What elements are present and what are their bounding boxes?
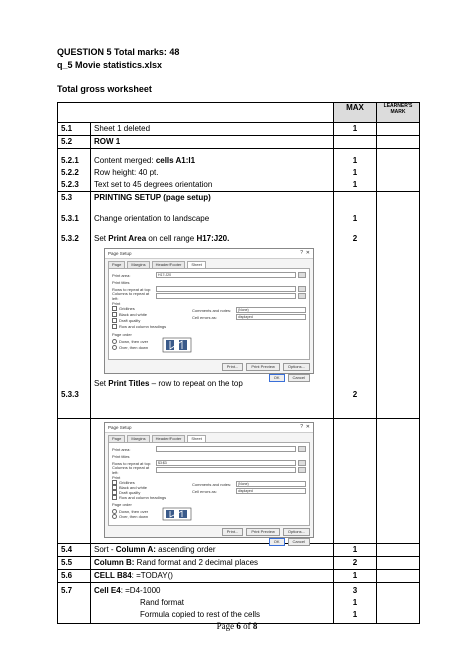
row-text: ROW 1 [91,136,334,149]
page-order-preview-icon [162,507,192,521]
cols-repeat-input[interactable] [156,467,296,473]
row-text-bold: Column B: [94,558,135,567]
row-number: 5.3.1 [61,214,79,223]
row-text: Sort - [94,545,116,554]
row-max: 1 [352,156,358,165]
headings-label: Row and column headings [119,324,167,329]
rows-repeat-input[interactable]: $3:$3 [156,460,296,466]
print-preview-button[interactable]: Print Preview [246,363,280,371]
row-max: 1 [352,180,358,189]
row-number: 5.6 [58,570,91,583]
draft-checkbox[interactable] [112,318,117,323]
print-titles-label: Print titles [112,280,130,285]
close-icon[interactable]: ? ✕ [300,424,310,430]
row-text: : =TODAY() [131,571,173,580]
order-label-1: Down, then over [119,339,149,344]
errors-select[interactable]: displayed [236,314,306,320]
question-title: QUESTION 5 Total marks: 48 [57,47,180,57]
page-number [0,621,474,631]
row-text: Rand format and 2 decimal places [134,558,259,567]
tab-page[interactable]: Page [108,261,125,268]
draft-label: Draft quality [119,318,141,323]
errors-label: Cell errors as: [192,314,217,320]
page-order-label: Page order [112,502,132,507]
max-header: MAX [334,103,377,123]
bw-label: Black and white [119,312,148,317]
row-max: 1 [334,123,377,136]
order-label-2: Over, then down [119,514,149,519]
page-current: 6 [236,621,241,631]
worksheet-name: Total gross worksheet [57,84,152,94]
page-setup-dialog-print-titles [104,422,314,544]
order-radio-2[interactable] [112,514,117,519]
cols-repeat-input[interactable] [156,293,296,299]
row-number: 5.3.3 [61,390,79,399]
row-text-bold: Column A: [115,545,156,554]
table-row [58,583,420,624]
comments-select[interactable]: (None) [236,307,306,313]
range-picker-icon[interactable] [298,286,306,292]
print-button[interactable]: Print... [222,528,244,536]
row-text: Set [94,234,109,243]
tab-header-footer[interactable]: Header/Footer [152,261,186,268]
page-total: 8 [252,621,258,631]
range-picker-icon[interactable] [298,467,306,473]
file-name: q_5 Movie statistics.xlsx [57,60,163,70]
page-order-preview-icon [162,337,192,353]
order-label-2: Over, then down [119,345,149,350]
ok-button[interactable]: OK [269,538,285,546]
row-max: 3 [352,586,358,595]
row-max: 1 [352,168,358,177]
ok-button[interactable]: OK [269,374,285,382]
dialog-title: Page Setup [108,425,132,430]
table-row [58,149,420,192]
print-area-label: Print area: [112,446,131,452]
row-number: 5.5 [58,557,91,570]
row-number: 5.2 [58,136,91,149]
tab-margins[interactable]: Margins [127,261,149,268]
print-area-input[interactable]: H17:J20 [156,272,296,278]
row-number: 5.2.1 [61,156,79,165]
errors-select[interactable]: displayed [236,488,306,494]
tab-margins[interactable]: Margins [127,435,149,442]
range-picker-icon[interactable] [298,293,306,299]
table-row [58,136,420,149]
table-row [58,123,420,136]
row-max: 1 [352,610,358,619]
learner-header: LEARNER'S MARK [377,103,420,123]
row-max: 1 [352,214,358,223]
tab-header-footer[interactable]: Header/Footer [152,435,186,442]
headings-checkbox[interactable] [112,324,117,329]
table-row [58,419,420,544]
row-max: 2 [352,390,358,399]
row-text-bold: H17:J20. [196,234,230,243]
page-prefix: Page [216,621,237,631]
comments-label: Comments and notes: [192,481,232,487]
page-order-label: Page order [112,332,132,337]
row-text: – row to repeat on the top [149,379,243,388]
tab-sheet[interactable]: Sheet [187,261,205,268]
row-number: 5.1 [58,123,91,136]
dialog-title: Page Setup [108,251,132,256]
row-number: 5.3.2 [61,234,79,243]
print-preview-button[interactable]: Print Preview [246,528,280,536]
gridlines-checkbox[interactable] [112,306,117,311]
comments-label: Comments and notes: [192,307,232,313]
row-text-bold: Print Titles [108,379,150,388]
headings-checkbox[interactable] [112,495,117,500]
row-text: on cell range [146,234,197,243]
row-max: 1 [334,544,377,557]
row-text-bold: Print Area [108,234,147,243]
cols-repeat-label: Columns to repeat at left: [112,291,150,301]
row-max: 1 [334,570,377,583]
rows-repeat-input[interactable] [156,286,296,292]
cancel-button[interactable]: Cancel [288,374,310,382]
print-section-label: Print [112,301,121,306]
cols-repeat-label: Columns to repeat at left: [112,465,150,475]
row-number: 5.3 [61,193,73,202]
row-number: 5.2.2 [61,168,79,177]
row-text: ascending order [155,545,216,554]
table-row [58,557,420,570]
row-text: Content merged: [94,156,156,165]
row-max: 2 [352,234,358,243]
draft-label: Draft quality [119,490,141,495]
row-text: Change orientation to landscape [94,214,210,223]
page-of: of [240,621,253,631]
row-number: 5.2.3 [61,180,79,189]
marking-table [57,102,420,624]
rows-repeat-label: Rows to repeat at top: [112,460,152,466]
bw-checkbox[interactable] [112,312,117,317]
table-row [58,570,420,583]
row-max: 1 [352,598,358,607]
options-button[interactable]: Options... [283,363,310,371]
row-text-bold: Cell E4 [94,586,121,595]
order-radio-2[interactable] [112,345,117,350]
order-radio-1[interactable] [112,339,117,344]
gridlines-label: Gridlines [119,306,135,311]
row-text-bold: cells A1:I1 [155,156,196,165]
order-label-1: Down, then over [119,509,149,514]
print-button[interactable]: Print... [222,363,244,371]
range-picker-icon[interactable] [298,460,306,466]
rows-repeat-label: Rows to repeat at top: [112,286,152,292]
print-titles-label: Print titles [112,454,130,459]
print-section-label: Print [112,475,121,480]
range-picker-icon[interactable] [298,272,306,278]
errors-label: Cell errors as: [192,488,217,494]
row-text-bold: CELL B84 [94,571,132,580]
row-text: : =D4-1000 [120,586,161,595]
tab-page[interactable]: Page [108,435,125,442]
comments-select[interactable]: (None) [236,481,306,487]
row-max: 2 [334,557,377,570]
row-text: Formula copied to rest of the cells [140,610,261,619]
row-text: Row height: 40 pt. [94,168,159,177]
tab-sheet[interactable]: Sheet [187,435,205,442]
page-setup-dialog-print-area [104,248,314,380]
row-text: PRINTING SETUP (page setup) [94,193,211,202]
print-area-input[interactable] [156,446,296,452]
options-button[interactable]: Options... [283,528,310,536]
table-row [58,192,420,419]
row-text: Text set to 45 degrees orientation [94,180,213,189]
gridlines-label: Gridlines [119,480,135,485]
row-number: 5.4 [58,544,91,557]
row-text: Sheet 1 deleted [91,123,334,136]
row-text: Set [94,379,109,388]
cancel-button[interactable]: Cancel [288,538,310,546]
range-picker-icon[interactable] [298,446,306,452]
close-icon[interactable]: ? ✕ [300,250,310,256]
row-number: 5.7 [61,586,73,595]
headings-label: Row and column headings [119,495,167,500]
bw-label: Black and white [119,485,148,490]
row-text: Rand format [140,598,185,607]
print-area-label: Print area: [112,272,131,278]
